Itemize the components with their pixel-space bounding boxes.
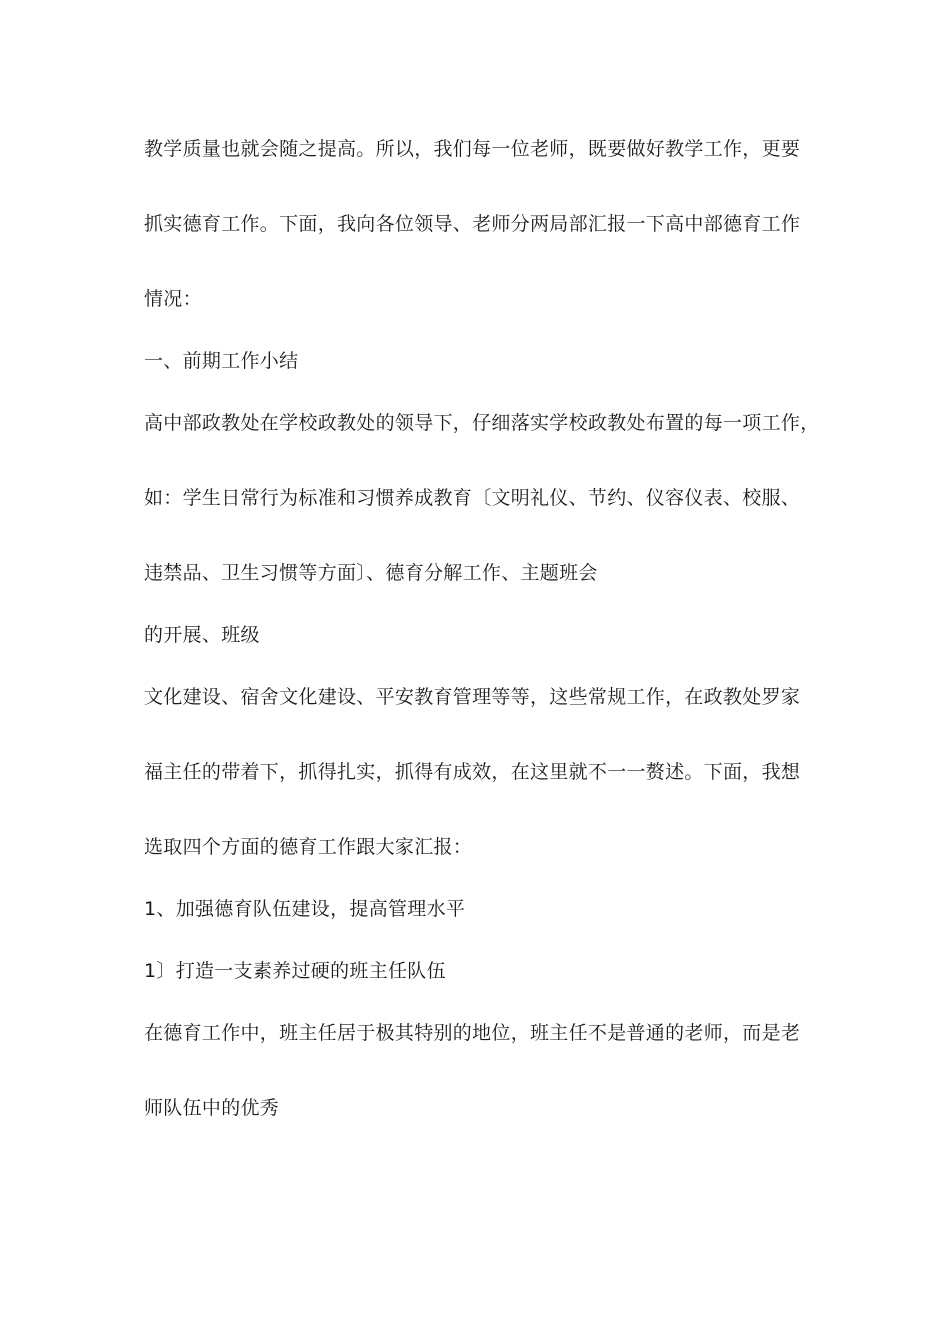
section-heading: 一、前期工作小结 — [144, 350, 299, 372]
text-line: 福主任的带着下，抓得扎实，抓得有成效，在这里就不一一赘述。下面，我想 — [144, 761, 801, 783]
text-line: 的开展、班级 — [144, 624, 260, 646]
text-line: 师队伍中的优秀 — [144, 1097, 280, 1119]
subsection-heading: 1〕打造一支素养过硬的班主任队伍 — [144, 960, 446, 982]
text-line: 教学质量也就会随之提高。所以，我们每一位老师，既要做好教学工作，更要 — [144, 138, 801, 160]
text-line: 如：学生日常行为标准和习惯养成教育〔文明礼仪、节约、仪容仪表、校服、 — [144, 487, 801, 509]
text-line: 情况： — [144, 288, 202, 310]
text-line: 在德育工作中，班主任居于极其特别的地位，班主任不是普通的老师，而是老 — [144, 1022, 801, 1044]
subsection-heading: 1、加强德育队伍建设，提高管理水平 — [144, 898, 466, 920]
text-line: 高中部政教处在学校政教处的领导下，仔细落实学校政教处布置的每一项工作， — [144, 412, 820, 434]
text-line: 文化建设、宿舍文化建设、平安教育管理等等，这些常规工作，在政教处罗家 — [144, 686, 801, 708]
text-line: 抓实德育工作。下面，我向各位领导、老师分两局部汇报一下高中部德育工作 — [144, 213, 801, 235]
text-line: 违禁品、卫生习惯等方面〕、德育分解工作、主题班会 — [144, 562, 598, 584]
text-line: 选取四个方面的德育工作跟大家汇报： — [144, 836, 473, 858]
